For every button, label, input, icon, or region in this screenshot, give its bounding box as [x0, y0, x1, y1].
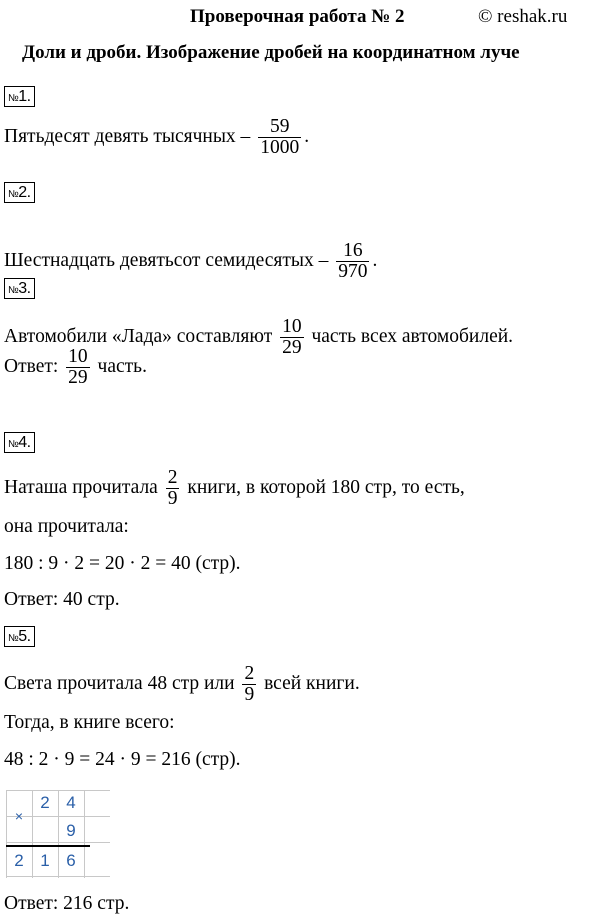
task-number-1: №1. [4, 86, 35, 107]
task-3-line: Автомобили «Лада» составляют $\frac{10}{29}$ часть всех автомобилей. [4, 316, 514, 358]
fraction: $\frac{2}{9}$ [244, 663, 255, 705]
fraction: $\frac{2}{9}$ [167, 467, 178, 509]
task-4-text: Наташа прочитала [4, 476, 158, 498]
fraction: $\frac{10}{29}$ [282, 316, 302, 358]
digit: 2 [40, 793, 50, 812]
task-number-5: №5. [4, 626, 35, 647]
column-multiplication [6, 790, 110, 878]
task-4-line: Наташа прочитала $\frac{2}{9}$ книги, в которой 180 стр, то есть, [4, 467, 465, 509]
digit: 6 [66, 851, 76, 870]
task-2-text: Шестнадцать девятьсот семидесятых – [4, 249, 329, 271]
task-5-answer: Ответ: 216 стр. [4, 893, 130, 914]
fraction: $\frac{16}{970}$ [338, 240, 368, 282]
number-sign: № [8, 93, 19, 104]
task-2-line: Шестнадцать девятьсот семидесятых – $\frac{16}{970}$ . [4, 240, 378, 282]
task-1-text: Пятьдесят девять тысячных – [4, 125, 251, 147]
digit: 1 [40, 851, 50, 870]
digit: 9 [66, 821, 76, 840]
task-3-text: Автомобили «Лада» составляют [4, 325, 273, 347]
task-4-answer: Ответ: 40 стр. [4, 589, 120, 610]
fraction: $\frac{10}{29}$ [68, 346, 88, 388]
multiply-sign: × [14, 808, 24, 824]
task-number-4: №4. [4, 432, 35, 453]
task-5-line: Света прочитала 48 стр или $\frac{2}{9}$ всей книги. [4, 663, 360, 705]
task-5-calc: 48 : 2 · 9 = 24 · 9 = 216 (стр). [4, 749, 241, 770]
task-number-2: №2. [4, 182, 35, 203]
fraction: $\frac{59}{1000}$ [260, 116, 300, 158]
digit: 4 [66, 793, 76, 812]
task-1-line: Пятьдесят девять тысячных – $\frac{59}{1000}$ . [4, 116, 310, 158]
task-4-line2: она прочитала: [4, 516, 129, 537]
site-watermark: © reshak.ru [478, 6, 568, 27]
task-number-3: №3. [4, 278, 35, 299]
digit: 2 [14, 851, 24, 870]
task-3-answer: Ответ: $\frac{10}{29}$ часть. [4, 346, 147, 388]
task-5-text: Света прочитала 48 стр или [4, 672, 235, 694]
page-title: Проверочная работа № 2 [190, 6, 405, 27]
task-5-line2: Тогда, в книге всего: [4, 712, 175, 733]
page-subtitle: Доли и дроби. Изображение дробей на координатном луче [22, 42, 520, 63]
task-4-calc: 180 : 9 · 2 = 20 · 2 = 40 (стр). [4, 553, 241, 574]
